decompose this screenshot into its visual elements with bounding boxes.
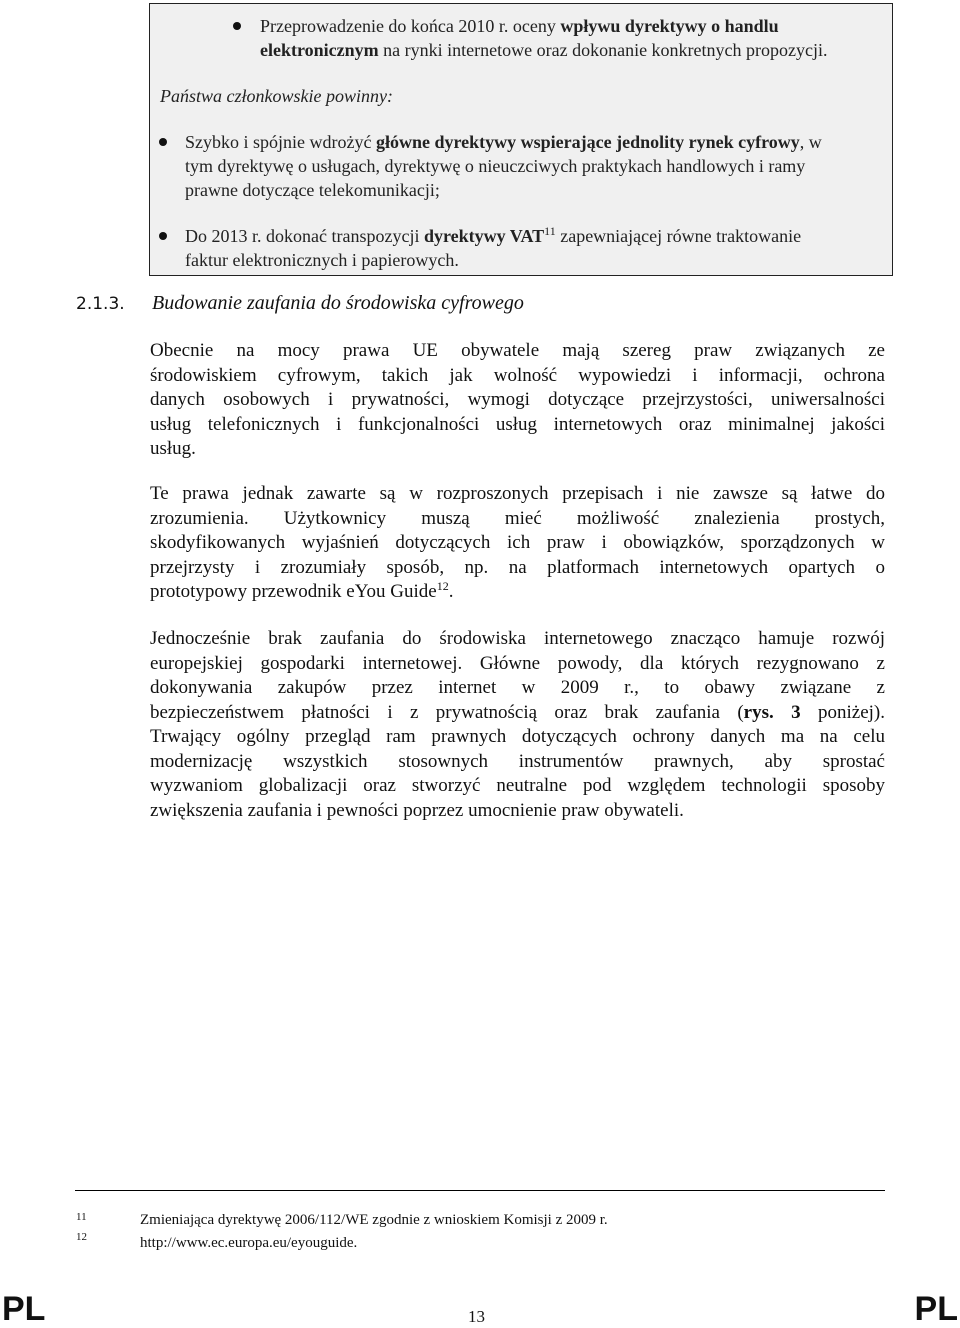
- footer-language-left: PL: [2, 1290, 46, 1328]
- text: , w: [799, 132, 822, 152]
- text: Szybko i spójnie wdrożyć: [185, 132, 372, 152]
- paragraph-line: skodyfikowanych wyjaśnień dotyczących ich praw i obowiązków, sporządzonych w: [150, 532, 885, 553]
- paragraph-line: usług.: [150, 438, 196, 459]
- paragraph-line: przejrzysty i zrozumiały sposób, np. na platformach internetowych opartych o: [150, 556, 885, 578]
- section-number: 2.1.3.: [76, 294, 125, 314]
- box-bullet-1-line-2: [260, 38, 828, 62]
- page-number: 13: [468, 1307, 485, 1326]
- footer-language-right: PL: [914, 1290, 958, 1328]
- paragraph-3: [150, 627, 885, 823]
- paragraph-line: zwiększenia zaufania i pewności poprzez umocnienie praw obywateli.: [150, 799, 684, 821]
- paragraph-line: Trwający ogólny przegląd ram prawnych dotyczących ochrony danych ma na celu: [150, 726, 885, 747]
- paragraph-line: zrozumienia. Użytkownicy muszą mieć możliwość znalezienia prostych,: [150, 507, 885, 529]
- bullet: [159, 138, 167, 146]
- footnote-ref: 12: [436, 579, 449, 593]
- section-title: Budowanie zaufania do środowiska cyfrowego: [152, 292, 524, 314]
- text: zapewniającej równe traktowanie: [560, 226, 802, 246]
- text-bold: wpływu dyrektywy o handlu: [560, 16, 779, 36]
- box-bullet-1-line-1: [260, 14, 884, 38]
- paragraph-line: danych osobowych i prywatności, wymogi dotyczące przejrzystości, uniwersalności: [150, 389, 885, 410]
- text: Przeprowadzenie do końca 2010 r. oceny: [260, 16, 556, 36]
- info-box: [149, 3, 893, 276]
- box-intro: Państwa członkowskie powinny:: [160, 86, 393, 106]
- paragraph-1: [150, 339, 885, 462]
- box-bullet-2-line-1: [185, 130, 822, 154]
- bullet: [159, 232, 167, 240]
- paragraph-line: [150, 580, 885, 605]
- paragraph-line: europejskiej gospodarki internetowej. Główne powody, dla których rezygnowano z: [150, 652, 885, 674]
- paragraph-line: wyzwaniom globalizacji oraz stworzyć neutralne pod względem technologii sposoby: [150, 775, 885, 796]
- paragraph-line: modernizację wszystkich stosownych instrumentów prawnych, aby sprostać: [150, 750, 885, 772]
- box-bullet-2-line-2: tym dyrektywę o usługach, dyrektywę o nieuczciwych praktykach handlowych i ramy: [185, 156, 806, 176]
- paragraph-line: Jednocześnie brak zaufania do środowiska internetowego znacząco hamuje rozwój: [150, 628, 885, 649]
- footnote-text: http://www.ec.europa.eu/eyouguide.: [140, 1235, 358, 1251]
- text: Do 2013 r. dokonać transpozycji: [185, 226, 420, 246]
- paragraph-line: usług telefonicznych i funkcjonalności usług internetowych oraz minimalnej jakości: [150, 413, 885, 435]
- text: poniżej).: [800, 701, 885, 723]
- box-bullet-3-line-2: faktur elektronicznych i papierowych.: [185, 250, 459, 270]
- box-bullet-2-line-3: prawne dotyczące telekomunikacji;: [185, 180, 440, 200]
- paragraph-2: [150, 482, 885, 605]
- text: .: [448, 581, 454, 602]
- text-bold: elektronicznym: [260, 40, 379, 60]
- footnote-number: 12: [76, 1231, 87, 1243]
- box-bullet-3-line-1: [185, 224, 801, 248]
- paragraph-line: Obecnie na mocy prawa UE obywatele mają szereg praw związanych ze: [150, 340, 885, 361]
- paragraph-line: środowiskiem cyfrowym, takich jak wolność wypowiedzi i informacji, ochrona: [150, 364, 885, 386]
- text: na rynki internetowe oraz dokonanie konkretnych propozycji.: [383, 40, 828, 60]
- text: prototypowy przewodnik eYou Guide: [150, 581, 437, 602]
- text: bezpieczeństwem płatności i z prywatnością oraz brak zaufania (: [150, 701, 744, 723]
- footnote-number: 11: [76, 1211, 87, 1223]
- text-bold: dyrektywy VAT: [423, 226, 545, 246]
- figure-ref: rys. 3: [743, 701, 801, 723]
- text-bold: główne dyrektywy wspierające jednolity rynek cyfrowy: [375, 132, 800, 152]
- footnote-separator: [75, 1190, 885, 1191]
- footnote-text: Zmieniająca dyrektywę 2006/112/WE zgodnie z wnioskiem Komisji z 2009 r.: [140, 1212, 608, 1228]
- paragraph-line: [150, 701, 885, 726]
- paragraph-line: Te prawa jednak zawarte są w rozproszonych przepisach i nie zawsze są łatwe do: [150, 483, 885, 504]
- paragraph-line: dokonywania zakupów przez internet w 2009 r., to obawy związane z: [150, 677, 885, 698]
- footnote-ref: 11: [544, 224, 556, 238]
- bullet: [233, 22, 241, 30]
- section-heading: [76, 290, 524, 317]
